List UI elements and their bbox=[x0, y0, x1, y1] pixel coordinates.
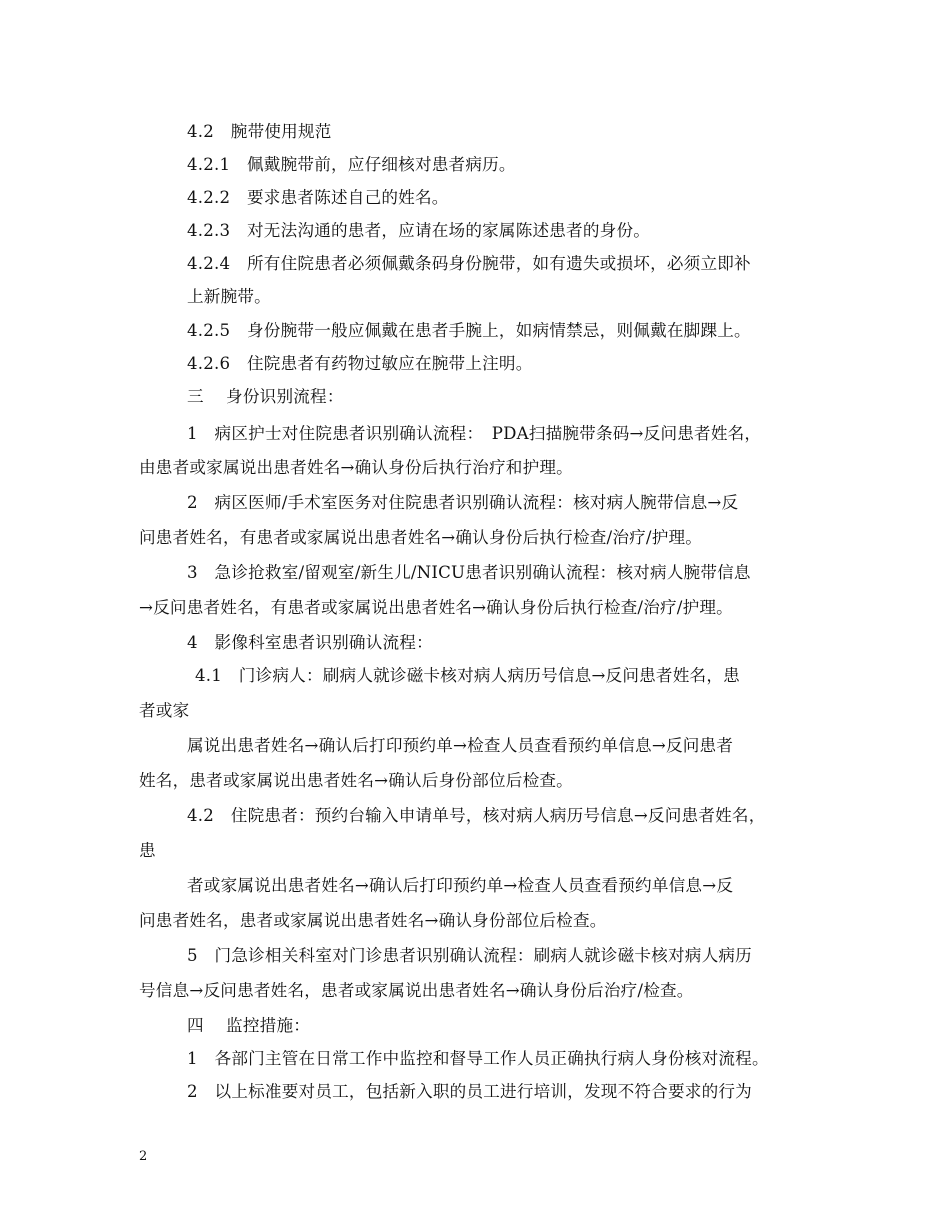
paragraph-line: 3 急诊抢救室/留观室/新生儿/NICU患者识别确认流程：核对病人腕带信息 bbox=[187, 563, 751, 582]
paragraph-line: 上新腕带。 bbox=[187, 287, 271, 306]
paragraph-line: 者或家属说出患者姓名→确认后打印预约单→检查人员查看预约单信息→反 bbox=[187, 876, 734, 895]
paragraph-line: 2 以上标准要对员工，包括新入职的员工进行培训，发现不符合要求的行为 bbox=[187, 1082, 752, 1101]
paragraph-line: 4.2.6 住院患者有药物过敏应在腕带上注明。 bbox=[187, 354, 533, 373]
page-number: 2 bbox=[139, 1149, 148, 1164]
paragraph-line: 属说出患者姓名→确认后打印预约单→检查人员查看预约单信息→反问患者 bbox=[187, 736, 734, 755]
paragraph-line: 姓名，患者或家属说出患者姓名→确认后身份部位后检查。 bbox=[139, 771, 573, 790]
paragraph-line: 问患者姓名，患者或家属说出患者姓名→确认身份部位后检查。 bbox=[139, 911, 607, 930]
paragraph-line: 1 病区护士对住院患者识别确认流程： PDA扫描腕带条码→反问患者姓名， bbox=[187, 424, 762, 443]
paragraph-line: 4.2.1 佩戴腕带前，应仔细核对患者病历。 bbox=[187, 155, 516, 174]
paragraph-line: 5 门急诊相关科室对门诊患者识别确认流程：刷病人就诊磁卡核对病人病历 bbox=[187, 946, 752, 965]
section-heading: 4.2 腕带使用规范 bbox=[187, 122, 332, 141]
paragraph-line: 4.2.4 所有住院患者必须佩戴条码身份腕带，如有遗失或损坏，必须立即补 bbox=[187, 254, 751, 273]
paragraph-line: 4.2.5 身份腕带一般应佩戴在患者手腕上，如病情禁忌，则佩戴在脚踝上。 bbox=[187, 321, 751, 340]
paragraph-line: 号信息→反问患者姓名，患者或家属说出患者姓名→确认身份后治疗/检查。 bbox=[139, 981, 694, 1000]
paragraph-line: 4.1 门诊病人：刷病人就诊磁卡核对病人病历号信息→反问患者姓名，患 bbox=[195, 666, 740, 685]
paragraph-line: 4.2 住院患者：预约台输入申请单号，核对病人病历号信息→反问患者姓名， bbox=[187, 806, 766, 825]
section-heading: 三 身份识别流程： bbox=[187, 387, 344, 406]
paragraph-line: 问患者姓名，有患者或家属说出患者姓名→确认身份后执行检查/治疗/护理。 bbox=[139, 528, 703, 547]
paragraph-line: 4.2.3 对无法沟通的患者，应请在场的家属陈述患者的身份。 bbox=[187, 221, 651, 240]
paragraph-line: 患 bbox=[139, 841, 156, 860]
paragraph-line: 2 病区医师/手术室医务对住院患者识别确认流程：核对病人腕带信息→反 bbox=[187, 493, 739, 512]
paragraph-line: →反问患者姓名，有患者或家属说出患者姓名→确认身份后执行检查/治疗/护理。 bbox=[139, 598, 733, 617]
paragraph-line: 4.2.2 要求患者陈述自己的姓名。 bbox=[187, 188, 449, 207]
section-heading: 四 监控措施： bbox=[187, 1016, 311, 1035]
paragraph-line: 4 影像科室患者识别确认流程： bbox=[187, 633, 433, 652]
paragraph-line: 者或家 bbox=[139, 701, 190, 720]
paragraph-line: 1 各部门主管在日常工作中监控和督导工作人员正确执行病人身份核对流程。 bbox=[187, 1049, 769, 1068]
paragraph-line: 由患者或家属说出患者姓名→确认身份后执行治疗和护理。 bbox=[139, 458, 573, 477]
